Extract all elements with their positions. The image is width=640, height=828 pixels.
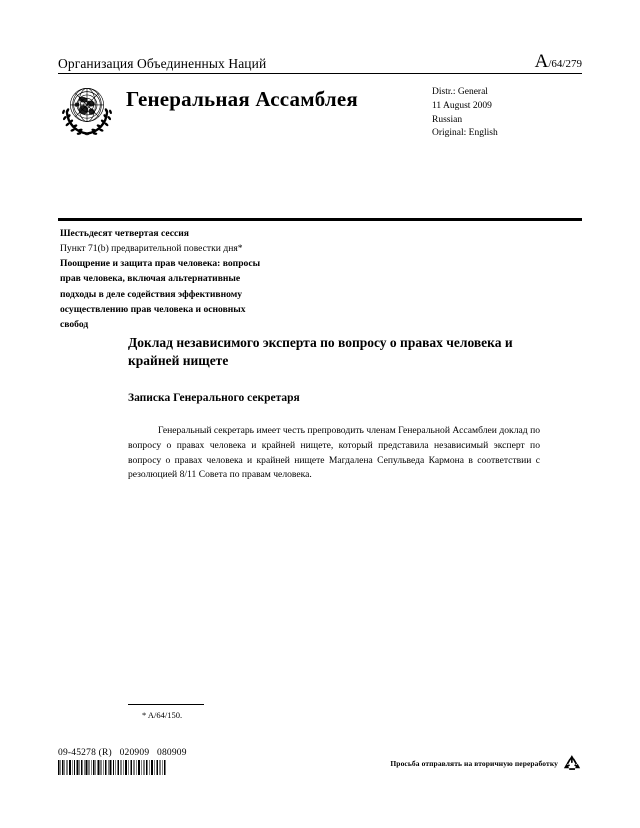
- section-divider: [58, 218, 582, 221]
- masthead-body-row: [58, 81, 582, 141]
- footnote-divider: [128, 704, 204, 705]
- distribution-block: [432, 86, 582, 141]
- agenda-title-line-1: Поощрение и защита прав человека: вопросы: [60, 258, 261, 270]
- agenda-title-line-3: подходы в деле содействия эффективному: [60, 288, 243, 300]
- un-emblem-icon: [58, 82, 116, 137]
- session-line: Шестьдесят четвертая сессия: [60, 228, 189, 239]
- job-number: 09-45278 (R) 020909 080909: [58, 748, 187, 758]
- footnote: [128, 704, 328, 720]
- masthead: [58, 52, 582, 141]
- recycle-block: [390, 754, 582, 773]
- report-title: Доклад независимого эксперта по вопросу о правах человека и крайней нищете: [128, 335, 513, 369]
- barcode: [58, 760, 166, 775]
- document-symbol-suffix: /64/279: [548, 58, 582, 70]
- document-symbol: [535, 52, 582, 72]
- main-content: [128, 334, 540, 483]
- masthead-divider: [58, 73, 582, 74]
- masthead-top-row: [58, 52, 582, 73]
- agenda-title-line-2: прав человека, включая альтернативные: [60, 273, 241, 285]
- note-title: Записка Генерального секретаря: [128, 392, 300, 405]
- recycle-icon: [562, 754, 582, 773]
- distribution-distr: Distr.: General: [432, 87, 488, 97]
- job-block: [58, 748, 187, 775]
- distribution-language: Russian: [432, 114, 463, 125]
- agenda-item-line: Пункт 71(b) предварительной повестки дня*: [60, 243, 243, 255]
- session-block: [60, 226, 360, 332]
- organization-name: Организация Объединенных Наций: [58, 56, 267, 72]
- agenda-title-line-4: осуществлению прав человека и основных: [60, 303, 246, 315]
- general-assembly-title: Генеральная Ассамблея: [126, 87, 358, 111]
- recycle-text: Просьба отправлять на вторичную переработку: [390, 759, 558, 768]
- agenda-title-line-5: свобод: [60, 318, 89, 330]
- distribution-date: 11 August 2009: [432, 100, 492, 111]
- footnote-text: * A/64/150.: [142, 710, 183, 720]
- distribution-original: Original: English: [432, 128, 498, 139]
- body-paragraph: Генеральный секретарь имеет честь препроводить членам Генеральной Ассамблеи доклад по вопросу о правах человека и крайней нищете, который представила независимый эксперт по вопросу о правах человека и крайней нищете Магдалена Сепульведа Кармона в соответствии с резолюцией 8/11 Совета по правам человека.: [128, 425, 540, 481]
- page-footer: [58, 748, 582, 775]
- document-symbol-prefix: A: [534, 51, 549, 72]
